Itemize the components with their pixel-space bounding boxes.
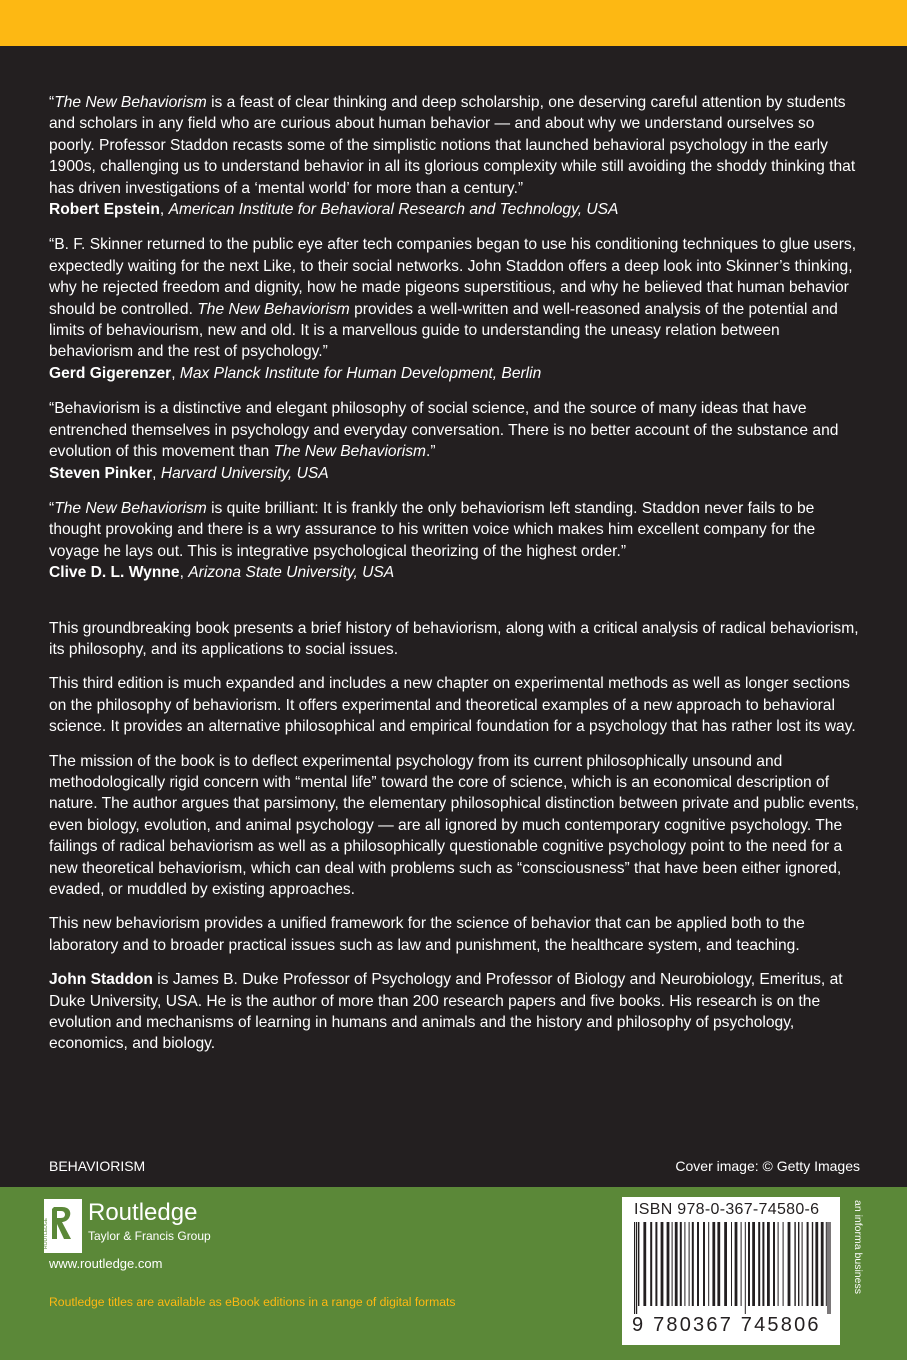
barcode-bar <box>661 1222 664 1306</box>
endorsement-quote <box>49 398 864 484</box>
subject-category: BEHAVIORISM <box>49 1158 146 1174</box>
quote-attribution: Gerd Gigerenzer, Max Planck Institute for Human Development, Berlin <box>49 364 542 382</box>
endorsement-quote <box>49 498 864 584</box>
description-paragraph: This new behaviorism provides a unified framework for the science of behavior that can be applied both to the laboratory and to broader practical issues such as law and punishment, the healthcare system, and teaching. <box>49 915 805 954</box>
quote-attribution: Clive D. L. Wynne, Arizona State University, USA <box>49 564 395 582</box>
barcode-bar <box>717 1222 720 1306</box>
barcode-bar <box>703 1222 705 1306</box>
barcode-bar <box>724 1222 727 1306</box>
barcode-bar <box>812 1222 813 1306</box>
barcode-bar <box>731 1222 732 1306</box>
barcode-bar <box>807 1222 809 1306</box>
publisher-group: Taylor & Francis Group <box>88 1229 211 1243</box>
barcode-bar <box>773 1222 775 1306</box>
barcode-bar <box>748 1222 750 1306</box>
barcode-bar <box>745 1222 746 1314</box>
barcode-bar <box>802 1222 803 1306</box>
isbn-label: ISBN 978-0-367-74580-6 <box>634 1201 820 1218</box>
barcode-bar <box>821 1222 824 1306</box>
footer-line <box>49 1158 860 1174</box>
endorser-affiliation: Arizona State University, USA <box>188 564 395 582</box>
author-name: John Staddon <box>49 971 153 989</box>
barcode-image <box>630 1222 832 1314</box>
barcode-bar <box>741 1222 742 1306</box>
barcode-bar <box>708 1222 709 1306</box>
barcode-bar <box>798 1222 799 1306</box>
barcode-bar <box>667 1222 670 1306</box>
ebook-note: Routledge titles are available as eBook editions in a range of digital formats <box>49 1295 456 1309</box>
top-color-band <box>0 0 907 46</box>
barcode-bar <box>762 1222 764 1306</box>
barcode-bar <box>684 1222 685 1306</box>
barcode-bar <box>675 1222 678 1306</box>
back-cover-content <box>49 92 864 1055</box>
barcode-bar <box>689 1222 690 1306</box>
cover-credit: Cover image: © Getty Images <box>675 1158 860 1174</box>
barcode-bar <box>638 1222 639 1306</box>
barcode-guard-bar <box>634 1222 635 1314</box>
publisher-website[interactable]: www.routledge.com <box>49 1256 163 1271</box>
routledge-logo-icon <box>44 1199 82 1251</box>
quote-text: The New Behaviorism <box>273 443 427 461</box>
endorser-affiliation: Max Planck Institute for Human Development, Berlin <box>179 364 542 382</box>
quote-text: provides a well-written and well-reasoned analysis of the potential and limits of behaviourism, new and old. It is a marvellous guide to understanding the uneasy relation between behaviorism and the rest of psychology.” <box>49 300 838 361</box>
barcode-bar <box>680 1222 682 1306</box>
barcode-bar <box>778 1222 779 1306</box>
barcode-digits: 9 780367 745806 <box>632 1314 821 1336</box>
quote-text: “ <box>49 94 55 111</box>
quote-text: The New Behaviorism <box>197 300 350 318</box>
barcode-bar <box>672 1222 673 1306</box>
barcode-bar <box>655 1222 657 1306</box>
barcode-bar <box>767 1222 770 1306</box>
barcode-bar <box>692 1222 694 1306</box>
barcode-bar <box>758 1222 760 1306</box>
routledge-logo <box>44 1199 211 1251</box>
quote-text: The New Behaviorism <box>54 499 207 517</box>
logo-vertical-text: ROUTLEDGE <box>43 1217 49 1249</box>
endorser-name: Clive D. L. Wynne <box>49 564 180 582</box>
barcode-bar <box>650 1222 652 1306</box>
quote-attribution: Steven Pinker, Harvard University, USA <box>49 464 329 482</box>
endorser-name: Gerd Gigerenzer <box>49 364 172 382</box>
endorser-name: Steven Pinker <box>49 464 153 482</box>
endorser-affiliation: American Institute for Behavioral Research and Technology, USA <box>168 201 619 219</box>
quote-text: “ <box>49 499 55 517</box>
description-paragraph: The mission of the book is to deflect experimental psychology from its current philosophically unsound and methodologically rigid concern with “mental life” toward the core of science, which is an economical description of nature. The author argues that parsimony, the elementary philosophical distinction between private and public events, even biology, evolution, and animal psychology — are all ignored by much contemporary cognitive psychology. The failings of radical behaviorism as well as a philosophically questionable cognitive psychology point to the need for a new theoretical behaviorism, which can deal with problems such as “consciousness” that have been either ignored, evaded, or muddled by existing approaches. <box>49 752 859 898</box>
barcode-bar <box>697 1222 699 1306</box>
quote-text: is quite brilliant: It is frankly the only behaviorism left standing. Staddon never fails to be thought provoking and there is a wry assurance to his written voice which makes him excellent company for the voyage he lays out. This is integrative psychological theorizing of the highest order.” <box>49 499 816 560</box>
informa-business-tag <box>844 1200 864 1340</box>
barcode-bar <box>752 1222 755 1306</box>
barcode-bar <box>735 1222 738 1306</box>
barcode-guard-bar <box>636 1222 637 1314</box>
quote-text: “B. F. Skinner returned to the public eye after tech companies began to use his conditioning techniques to glue users, expectedly waiting for the next Like, to their social networks. John Staddon offers a deep look into Skinner’s thinking, why he rejected freedom and dignity, how he made pigeons superstitious, and why he believed that human behavior should be controlled. <box>49 236 857 318</box>
barcode-bar <box>643 1222 646 1306</box>
author-bio-text: is James B. Duke Professor of Psychology and Professor of Biology and Neurobiology, Emeritus, at Duke University, USA. He is the author of more than 200 research papers and five books. His research is on the evolution and mechanisms of learning in humans and animals and the history and philosophy of psychology, economics, and biology. <box>49 971 843 1053</box>
description-paragraph: This groundbreaking book presents a brief history of behaviorism, along with a critical analysis of radical behaviorism, its philosophy, and its applications to social issues. <box>49 619 859 658</box>
barcode-bar <box>712 1222 715 1306</box>
barcode-bar <box>788 1222 791 1306</box>
quote-text: is a feast of clear thinking and deep scholarship, one deserving careful attention by students and scholars in any field who are curious about human behavior — and about why we understand ourselves so poorly. Professor Staddon recasts some of the simplistic notions that launched behavioral psychology in the early 1900s, challenging us to understand behavior in all its glorious complexity while still avoiding the shoddy thinking that has driven investigations of a ‘mental world’ for more than a century.” <box>49 94 856 197</box>
quote-attribution: Robert Epstein, American Institute for Behavioral Research and Technology, USA <box>49 201 619 219</box>
quote-text: The New Behaviorism <box>54 94 207 111</box>
barcode-guard-bar <box>827 1222 828 1314</box>
barcode-bar <box>783 1222 784 1306</box>
endorser-name: Robert Epstein <box>49 201 160 219</box>
endorser-affiliation: Harvard University, USA <box>160 464 329 482</box>
author-bio <box>49 969 864 1055</box>
publisher-name: Routledge <box>88 1199 198 1226</box>
barcode-bar <box>815 1222 818 1306</box>
quote-text: “Behaviorism is a distinctive and elegant philosophy of social science, and the source of many ideas that have entrenched themselves in psychology and everyday conversation. There is no better account of the substance and evolution of this movement than <box>49 400 839 461</box>
endorsements <box>49 92 864 584</box>
quote-text: .” <box>426 443 436 461</box>
informa-text: an informa business <box>852 1200 864 1294</box>
barcode-bar <box>826 1222 827 1306</box>
endorsement-quote <box>49 234 864 384</box>
barcode-bar <box>794 1222 795 1306</box>
description-paragraph: This third edition is much expanded and includes a new chapter on experimental methods as well as longer sections on the philosophy of behaviorism. It offers experimental and theoretical examples of a new approach to behavioral science. It provides an alternative philosophical and empirical foundation for a psychology that has rather lost its way. <box>49 675 856 736</box>
barcode-guard-bar <box>829 1222 830 1314</box>
book-description <box>49 618 864 957</box>
endorsement-quote <box>49 92 864 220</box>
